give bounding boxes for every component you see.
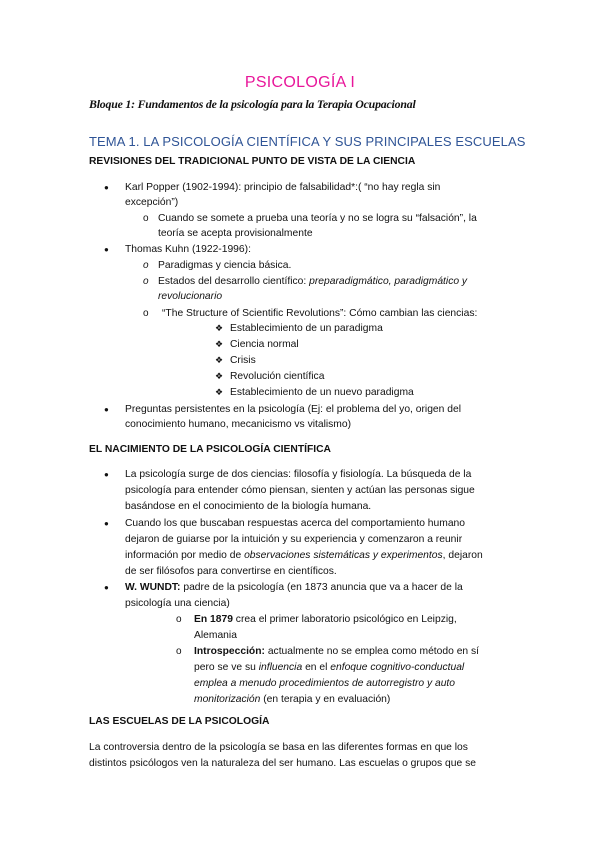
nacimiento-line: de ser filósofos para convertirse en científicos. [125,566,337,577]
kuhn-stage: Ciencia normal [230,339,299,350]
popper-sub-line: teoría se acepta provisionalmente [158,228,313,239]
intro-text: actualmente no se emplea como método en sí [264,646,480,657]
popper-line: Karl Popper (1902-1994): principio de falsabilidad*:( “no hay regla sin [125,182,441,193]
diamond-bullet-icon: ❖ [215,387,224,397]
kuhn-stage: Establecimiento de un paradigma [230,323,383,334]
intro-text: en el [302,662,331,673]
kuhn-line: Thomas Kuhn (1922-1996): [125,244,251,255]
wundt-lab-line [194,613,457,626]
kuhn-sub: Paradigmas y ciencia básica. [158,260,292,271]
popper-sub-line: Cuando se somete a prueba una teoría y no se logra su “falsación”, la [158,213,477,224]
diamond-bullet-icon: ❖ [215,323,224,333]
block-subtitle: Bloque 1: Fundamentos de la psicología para la Terapia Ocupacional [89,99,416,111]
nacimiento-line: psicología para entender cómo piensan, sienten y actúan las personas sigue [125,485,475,496]
kuhn-stage: Establecimiento de un nuevo paradigma [230,387,414,398]
wundt-text: padre de la psicología (en 1873 anuncia que va a hacer de la [180,582,463,593]
topic-heading: TEMA 1. LA PSICOLOGÍA CIENTÍFICA Y SUS PRINCIPALES ESCUELAS [89,134,526,149]
introspeccion-line [194,645,479,658]
nacimiento-text: información por medio de [125,550,245,561]
section-heading-revisiones: REVISIONES DEL TRADICIONAL PUNTO DE VISTA DE LA CIENCIA [89,156,416,167]
kuhn-sub-italic: revolucionario [158,291,223,302]
nacimiento-line: La psicología surge de dos ciencias: filosofía y fisiología. La búsqueda de la [125,469,472,480]
bullet-icon: ● [104,583,109,592]
diamond-bullet-icon: ❖ [215,371,224,381]
kuhn-stage: Revolución científica [230,371,325,382]
intro-italic: influencia [258,662,303,673]
intro-text: (en terapia y en evaluación) [260,694,391,705]
introspeccion-line [194,693,390,706]
lab-bold: En 1879 [194,614,233,625]
nacimiento-line: basándose en el conocimiento de la biología humana. [125,501,372,512]
lab-text: crea el primer laboratorio psicológico en Leipzig, [232,614,457,625]
kuhn-sub-italic: preparadigmático, paradigmático y [309,276,468,287]
bullet-icon: ● [104,519,109,528]
wundt-line: psicología una ciencia) [125,598,230,609]
document-title: PSICOLOGÍA I [244,74,356,91]
nacimiento-text: , dejaron [442,550,483,561]
circle-bullet-icon: o [176,614,182,625]
escuelas-line: La controversia dentro de la psicología se basa en las diferentes formas en que los [89,742,468,753]
escuelas-line: distintos psicólogos ven la naturaleza del ser humano. Las escuelas o grupos que se [89,758,476,769]
preguntas-line: Preguntas persistentes en la psicología (Ej: el problema del yo, origen del [125,404,461,415]
nacimiento-italic: observaciones sistemáticas y experimentos [244,550,443,561]
nacimiento-line [125,549,483,562]
bullet-icon: ● [104,470,109,479]
wundt-lab-line: Alemania [194,630,237,641]
nacimiento-line: Cuando los que buscaban respuestas acerca del comportamiento humano [125,518,466,529]
circle-bullet-icon: o [143,213,149,224]
wundt-bold: W. WUNDT: [125,582,181,593]
diamond-bullet-icon: ❖ [215,339,224,349]
circle-bullet-icon: o [143,260,149,271]
diamond-bullet-icon: ❖ [215,355,224,365]
intro-text: pero se ve su [194,662,259,673]
circle-bullet-icon: o [176,646,182,657]
circle-bullet-icon: o [143,276,149,287]
popper-line: excepción”) [125,197,179,208]
bullet-icon: ● [104,405,109,414]
introspeccion-line [194,661,464,674]
kuhn-sub-text: Estados del desarrollo científico: [158,276,310,287]
section-heading-escuelas: LAS ESCUELAS DE LA PSICOLOGÍA [89,716,270,727]
intro-italic: enfoque cognitivo-conductual [330,662,465,673]
bullet-icon: ● [104,183,109,192]
circle-bullet-icon: o [143,308,149,319]
kuhn-sub [158,275,467,288]
kuhn-sub: “The Structure of Scientific Revolutions”: Cómo cambian las ciencias: [162,308,478,319]
wundt-line [125,581,463,594]
bullet-icon: ● [104,245,109,254]
intro-bold: Introspección: [194,646,265,657]
preguntas-line: conocimiento humano, mecanicismo vs vitalismo) [125,419,352,430]
nacimiento-line: dejaron de guiarse por la intuición y su experiencia y comenzaron a reunir [125,534,463,545]
introspeccion-line: emplea a menudo procedimientos de autorregistro y auto [194,678,456,689]
section-heading-nacimiento: EL NACIMIENTO DE LA PSICOLOGÍA CIENTÍFICA [89,444,331,455]
kuhn-stage: Crisis [230,355,256,366]
intro-italic: monitorización [194,694,261,705]
